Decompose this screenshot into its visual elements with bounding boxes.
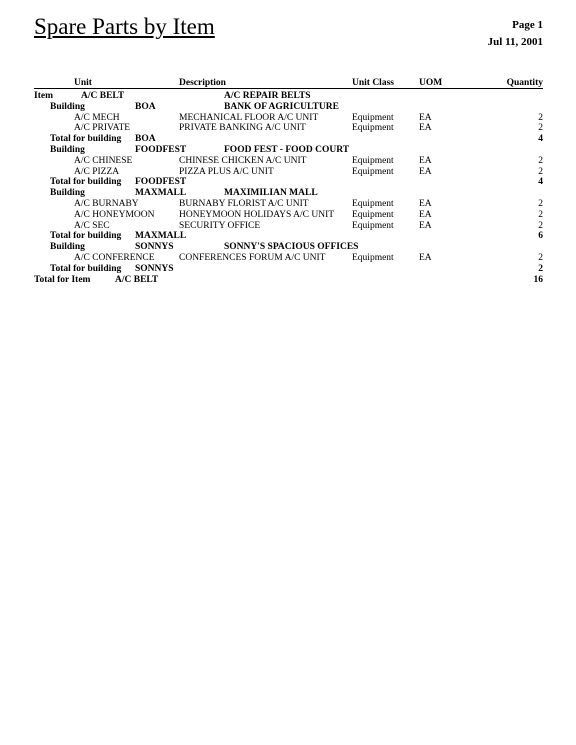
building-total-code: MAXMALL (135, 231, 187, 242)
header-unit-class: Unit Class (352, 78, 394, 88)
report-date: Jul 11, 2001 (487, 36, 543, 48)
building-total-row (34, 177, 543, 188)
quantity-cell: 2 (538, 155, 543, 166)
report-title: Spare Parts by Item (34, 14, 215, 39)
building-total-code: FOODFEST (135, 177, 187, 188)
uom-cell: EA (419, 155, 432, 166)
building-total-code: BOA (135, 134, 156, 145)
building-name: MAXIMILIAN MALL (224, 188, 318, 199)
unit-cell: A/C CHINESE (74, 155, 133, 166)
building-row (34, 145, 543, 156)
unit-class-cell: Equipment (352, 112, 394, 123)
building-code: BOA (135, 101, 156, 112)
table-row (34, 123, 543, 134)
description-cell: PRIVATE BANKING A/C UNIT (179, 123, 306, 134)
table-row (34, 156, 543, 167)
table-row (34, 221, 543, 232)
unit-class-cell: Equipment (352, 209, 394, 220)
description-cell: BURNABY FLORIST A/C UNIT (179, 198, 309, 209)
unit-class-cell: Equipment (352, 166, 394, 177)
table-row (34, 167, 543, 178)
building-total-quantity: 6 (538, 231, 543, 242)
description-cell: HONEYMOON HOLIDAYS A/C UNIT (179, 209, 335, 220)
quantity-cell: 2 (538, 112, 543, 123)
building-code: SONNYS (135, 242, 174, 253)
item-row (34, 91, 543, 102)
building-code: MAXMALL (135, 188, 187, 199)
header-uom: UOM (419, 78, 443, 88)
table-row (34, 210, 543, 221)
unit-cell: A/C PRIVATE (74, 123, 131, 134)
report-table (34, 78, 543, 285)
column-header-row (34, 78, 543, 89)
quantity-cell: 2 (538, 123, 543, 134)
header-description: Description (179, 78, 226, 88)
description-cell: SECURITY OFFICE (179, 220, 261, 231)
building-total-quantity: 4 (538, 134, 543, 145)
building-total-quantity: 2 (538, 263, 543, 274)
building-label: Building (50, 188, 85, 199)
building-total-label: Total for building (50, 263, 122, 274)
page-number: Page 1 (512, 19, 543, 31)
building-code: FOODFEST (135, 144, 187, 155)
building-total-label: Total for building (50, 231, 122, 242)
uom-cell: EA (419, 209, 432, 220)
item-total-row (34, 275, 543, 286)
item-code: A/C BELT (81, 91, 125, 101)
building-total-label: Total for building (50, 134, 122, 145)
page-info (488, 17, 543, 51)
building-row (34, 242, 543, 253)
building-row (34, 102, 543, 113)
quantity-cell: 2 (538, 166, 543, 177)
description-cell: CHINESE CHICKEN A/C UNIT (179, 155, 307, 166)
unit-class-cell: Equipment (352, 220, 394, 231)
quantity-cell: 2 (538, 209, 543, 220)
uom-cell: EA (419, 123, 432, 134)
table-row (34, 113, 543, 124)
building-label: Building (50, 242, 85, 253)
header-unit: Unit (74, 78, 92, 88)
unit-class-cell: Equipment (352, 155, 394, 166)
item-label: Item (34, 91, 53, 101)
building-total-label: Total for building (50, 177, 122, 188)
description-cell: PIZZA PLUS A/C UNIT (179, 166, 274, 177)
building-label: Building (50, 101, 85, 112)
uom-cell: EA (419, 252, 432, 263)
unit-cell: A/C PIZZA (74, 166, 120, 177)
quantity-cell: 2 (538, 220, 543, 231)
item-description: A/C REPAIR BELTS (224, 91, 311, 101)
quantity-cell: 2 (538, 198, 543, 209)
uom-cell: EA (419, 220, 432, 231)
uom-cell: EA (419, 112, 432, 123)
header-quantity: Quantity (506, 78, 543, 88)
description-cell: CONFERENCES FORUM A/C UNIT (179, 252, 326, 263)
unit-cell: A/C MECH (74, 112, 120, 123)
unit-class-cell: Equipment (352, 198, 394, 209)
description-cell: MECHANICAL FLOOR A/C UNIT (179, 112, 319, 123)
building-name: FOOD FEST - FOOD COURT (224, 144, 350, 155)
unit-cell: A/C HONEYMOON (74, 209, 155, 220)
building-name: SONNY'S SPACIOUS OFFICES (224, 242, 359, 253)
unit-class-cell: Equipment (352, 123, 394, 134)
uom-cell: EA (419, 166, 432, 177)
unit-class-cell: Equipment (352, 252, 394, 263)
building-total-row (34, 134, 543, 145)
unit-cell: A/C CONFERENCE (74, 252, 155, 263)
building-row (34, 188, 543, 199)
unit-cell: A/C BURNABY (74, 198, 139, 209)
building-total-row (34, 231, 543, 242)
unit-cell: A/C SEC (74, 220, 110, 231)
building-label: Building (50, 144, 85, 155)
building-total-row (34, 264, 543, 275)
item-total-code: A/C BELT (115, 274, 159, 285)
uom-cell: EA (419, 198, 432, 209)
building-total-code: SONNYS (135, 263, 174, 274)
table-row (34, 253, 543, 264)
building-total-quantity: 4 (538, 177, 543, 188)
building-name: BANK OF AGRICULTURE (224, 101, 339, 112)
quantity-cell: 2 (538, 252, 543, 263)
item-total-label: Total for Item (34, 274, 91, 285)
table-row (34, 199, 543, 210)
item-total-quantity: 16 (533, 274, 543, 285)
